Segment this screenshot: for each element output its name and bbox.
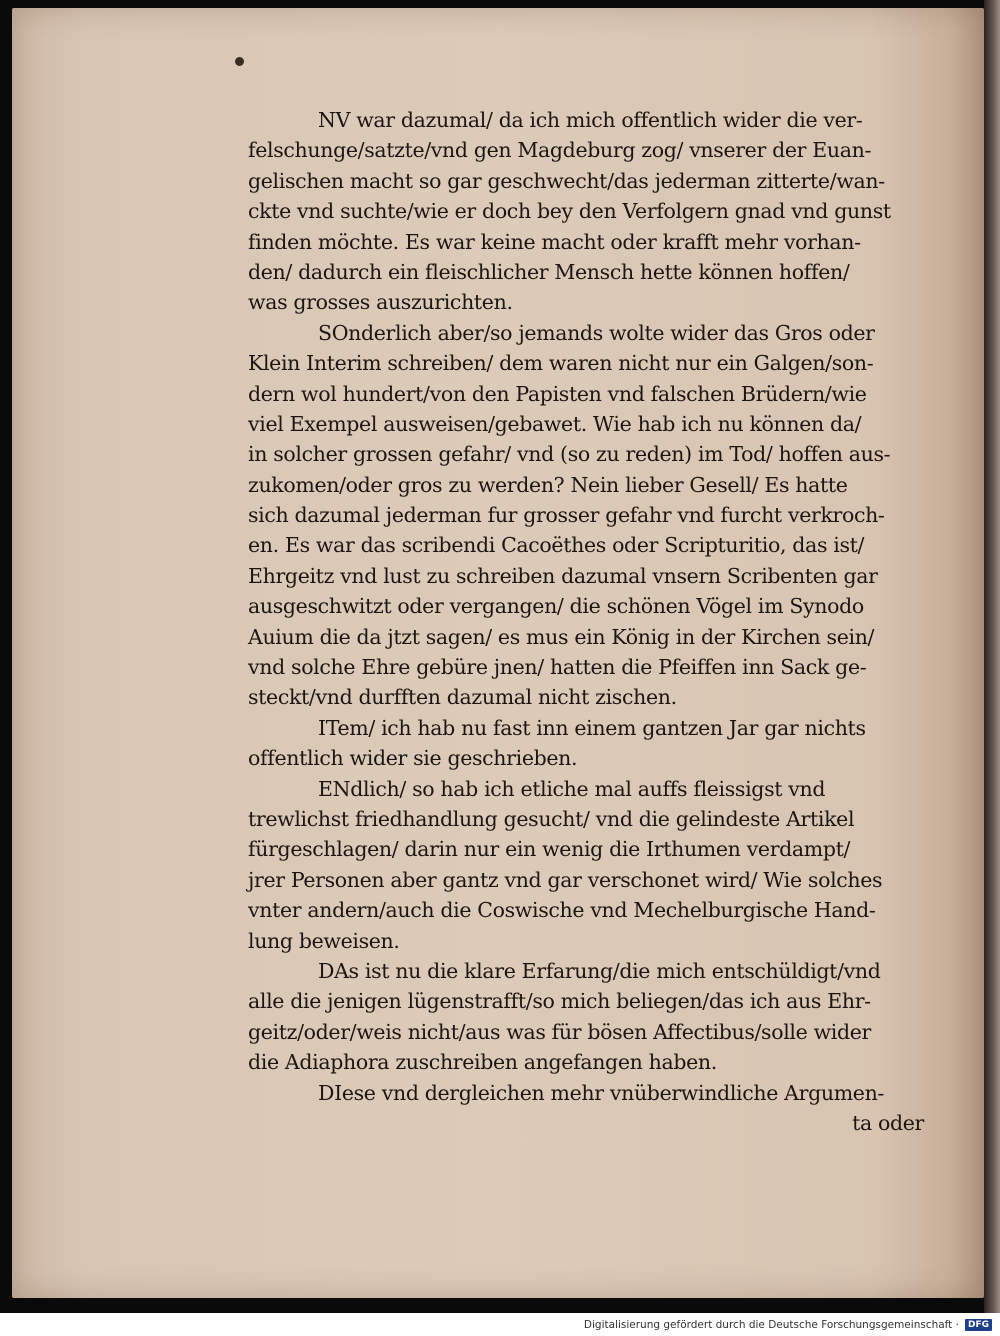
book-page: [12, 8, 984, 1298]
footer-credit: Digitalisierung gefördert durch die Deutsche Forschungsgemeinschaft ·: [583, 1318, 959, 1331]
text-line: ckte vnd suchte/wie er doch bey den Verfolgern gnad vnd gunst: [248, 199, 891, 224]
text-line: SOnderlich aber/so jemands wolte wider das Gros oder: [318, 320, 875, 345]
text-line: was grosses auszurichten.: [248, 290, 513, 315]
dfg-logo: DFG: [965, 1319, 992, 1331]
text-line: en. Es war das scribendi Cacoëthes oder Scripturitio, das ist/: [248, 533, 865, 558]
text-line: dern wol hundert/von den Papisten vnd falschen Brüdern/wie: [248, 381, 867, 406]
book-edge: [984, 0, 1000, 1313]
footer-bar: [0, 1313, 1000, 1336]
text-line: ITem/ ich hab nu fast inn einem gantzen Jar gar nichts: [318, 715, 866, 740]
text-line: in solcher grossen gefahr/ vnd (so zu reden) im Tod/ hoffen aus-: [248, 442, 891, 467]
text-line: gelischen macht so gar geschwecht/das jederman zitterte/wan-: [248, 168, 885, 193]
text-line: den/ dadurch ein fleischlicher Mensch hette können hoffen/: [248, 259, 850, 284]
ink-spot: [235, 57, 244, 66]
text-line: alle die jenigen lügenstrafft/so mich beliegen/das ich aus Ehr-: [248, 989, 871, 1014]
text-line: felschunge/satzte/vnd gen Magdeburg zog/ vnserer der Euan-: [248, 138, 872, 163]
text-line: fürgeschlagen/ darin nur ein wenig die Irthumen verdampt/: [248, 837, 851, 862]
text-line: DAs ist nu die klare Erfarung/die mich entschüldigt/vnd: [318, 958, 881, 983]
text-line: vnd solche Ehre gebüre jnen/ hatten die Pfeiffen inn Sack ge-: [248, 655, 867, 680]
text-line: DIese vnd dergleichen mehr vnüberwindliche Argumen-: [318, 1080, 885, 1105]
text-line: zukomen/oder gros zu werden? Nein lieber Gesell/ Es hatte: [248, 472, 848, 497]
text-line: viel Exempel ausweisen/gebawet. Wie hab ich nu können da/: [248, 411, 862, 436]
text-line: die Adiaphora zuschreiben angefangen haben.: [248, 1050, 717, 1075]
text-line: sich dazumal jederman fur grosser gefahr vnd furcht verkroch-: [248, 503, 885, 528]
text-line: ENdlich/ so hab ich etliche mal auffs fleissigst vnd: [318, 776, 826, 801]
text-line: Auium die da jtzt sagen/ es mus ein König in der Kirchen sein/: [248, 624, 875, 649]
text-line: offentlich wider sie geschrieben.: [248, 746, 578, 771]
text-block: [248, 105, 948, 1138]
text-line: vnter andern/auch die Coswische vnd Mechelburgische Hand-: [248, 898, 876, 923]
text-line: trewlichst friedhandlung gesucht/ vnd die gelindeste Artikel: [248, 806, 855, 831]
text-line: geitz/oder/weis nicht/aus was für bösen Affectibus/solle wider: [248, 1019, 871, 1044]
text-line: Ehrgeitz vnd lust zu schreiben dazumal vnsern Scribenten gar: [248, 563, 878, 588]
text-line: lung beweisen.: [248, 928, 400, 953]
text-line: jrer Personen aber gantz vnd gar verschonet wird/ Wie solches: [248, 867, 883, 892]
text-line: finden möchte. Es war keine macht oder krafft mehr vorhan-: [248, 229, 861, 254]
text-line: ausgeschwitzt oder vergangen/ die schönen Vögel im Synodo: [248, 594, 864, 619]
text-line: Klein Interim schreiben/ dem waren nicht nur ein Galgen/son-: [248, 351, 874, 376]
catchword: ta oder: [852, 1110, 924, 1135]
text-line: NV war dazumal/ da ich mich offentlich wider die ver-: [318, 108, 863, 132]
text-line: steckt/vnd durfften dazumal nicht zischen.: [248, 685, 677, 710]
